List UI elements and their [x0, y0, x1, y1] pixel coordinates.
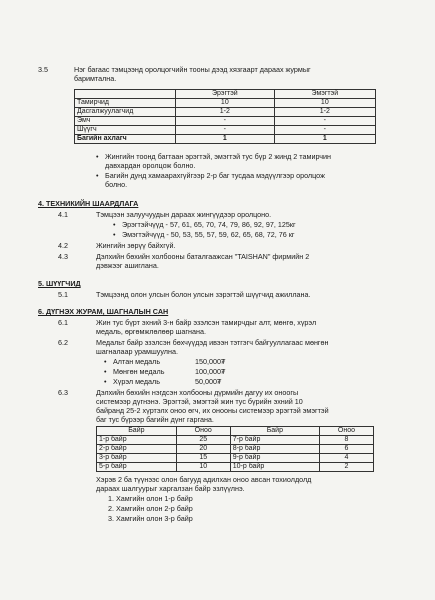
- paragraph-line: баримтална.: [74, 74, 117, 83]
- table-header-row: [97, 427, 374, 436]
- table-cell: 1: [176, 135, 275, 144]
- table-cell: 2-р байр: [97, 445, 177, 454]
- paragraph-line: Дэлхийн бөхийн холбооны баталгаажсан "TAISHAN" фирмийн 2: [96, 252, 310, 261]
- table-cell: 4: [319, 454, 373, 463]
- section-heading: 5. ШҮҮГЧИД: [38, 279, 81, 288]
- list-item: 2. Хамгийн олон 2-р байр: [108, 504, 193, 513]
- bullet-item: • Эрэгтэйчүүд - 57, 61, 65, 70, 74, 79, 86, 92, 97, 125кг: [122, 220, 296, 229]
- prize-label: • Хүрэл медаль: [113, 377, 160, 386]
- table-cell: 3-р байр: [97, 454, 177, 463]
- bullet-item: • Эмэгтэйчүүд - 50, 53, 55, 57, 59, 62, 65, 68, 72, 76 кг: [122, 230, 294, 239]
- table-cell: 25: [176, 436, 230, 445]
- table-row: [97, 463, 374, 472]
- paragraph-line: Хэрэв 2 ба түүнээс олон багууд адилхан оноо авсан тохиолдолд: [96, 475, 312, 484]
- paragraph-line: Дэлхийн бөхийн нэгдсэн холбооны дүрмийн дагуу их оноогы: [96, 388, 299, 397]
- section-heading: 4. ТЕХНИКИЙН ШААРДЛАГА: [38, 199, 139, 208]
- paragraph-line: Тэмцээнд олон улсын болон улсын зэрэгтэй шүүгчид ажиллана.: [96, 290, 311, 299]
- table-row: [97, 436, 374, 445]
- table-cell: -: [274, 117, 375, 126]
- table-cell: Эрэгтэй: [176, 90, 275, 99]
- paragraph-line: дараах шалгуурыг харгалзан байр эзлүүлнэ.: [96, 484, 245, 493]
- table-row: [75, 135, 376, 144]
- table-cell: 10: [274, 99, 375, 108]
- table-row: [75, 108, 376, 117]
- paragraph-line: Жингийн зөрүү байхгүй.: [96, 241, 176, 250]
- table-cell: Байр: [230, 427, 319, 436]
- table-cell: Шүүгч: [75, 126, 176, 135]
- table-cell: Дасгалжуулагчид: [75, 108, 176, 117]
- prize-label: • Алтан медаль: [113, 357, 160, 366]
- table-cell: 1-р байр: [97, 436, 177, 445]
- prize-amount: 150,000₮: [195, 357, 226, 366]
- table-cell: Багийн ахлагч: [75, 135, 176, 144]
- paragraph-line: байранд 25-2 хүртэлх оноо өгч, их онооны системээр эрэгтэй эмэгтэй: [96, 406, 329, 415]
- paragraph-line: медаль, өргөмжлөлөөр шагнана.: [96, 327, 206, 336]
- item-number: 4.1: [58, 210, 68, 219]
- team-quota-table: [74, 89, 376, 144]
- bullet-item: • Жингийн тоонд багтаан эрэгтэй, эмэгтэй тус бүр 2 жинд 2 тамирчин: [105, 152, 331, 161]
- table-row: [75, 99, 376, 108]
- table-header-row: [75, 90, 376, 99]
- table-row: [97, 445, 374, 454]
- table-cell: Оноо: [319, 427, 373, 436]
- bullet-item-cont: давхардан оролцож болно.: [105, 161, 196, 170]
- item-number: 6.2: [58, 338, 68, 347]
- table-cell: 20: [176, 445, 230, 454]
- table-cell: Тамирчид: [75, 99, 176, 108]
- paragraph-line: шагналаар урамшуулна.: [96, 347, 178, 356]
- bullet-item: • Багийн дунд хамаарахгүйгээр 2-р баг тусдаа мэдүүлгээр оролцож: [105, 171, 325, 180]
- table-cell: 15: [176, 454, 230, 463]
- table-cell: 7-р байр: [230, 436, 319, 445]
- paragraph-line: баг тус бүрээр багийн дүнг гаргана.: [96, 415, 214, 424]
- table-cell: Эмч: [75, 117, 176, 126]
- item-number: 6.3: [58, 388, 68, 397]
- paragraph-line: Жин тус бүрт эхний 3-н байр эзэлсэн тамирчдыг алт, мөнгө, хүрэл: [96, 318, 317, 327]
- table-row: [75, 126, 376, 135]
- table-cell: 1-2: [176, 108, 275, 117]
- table-cell: 9-р байр: [230, 454, 319, 463]
- item-number: 5.1: [58, 290, 68, 299]
- table-cell: -: [274, 126, 375, 135]
- table-cell: 6: [319, 445, 373, 454]
- table-cell: 2: [319, 463, 373, 472]
- table-row: [75, 117, 376, 126]
- item-number: 6.1: [58, 318, 68, 327]
- paragraph-line: Нэг багаас тэмцээнд оролцогчийн тооны дээд хязгаарт дараах журмыг: [74, 65, 311, 74]
- bullet-item-cont: болно.: [105, 180, 128, 189]
- table-cell: 1: [274, 135, 375, 144]
- table-cell: -: [176, 126, 275, 135]
- item-number: 4.3: [58, 252, 68, 261]
- table-cell: 1-2: [274, 108, 375, 117]
- table-cell: [75, 90, 176, 99]
- table-cell: 10: [176, 99, 275, 108]
- list-item: 3. Хамгийн олон 3-р байр: [108, 514, 193, 523]
- table-row: [97, 454, 374, 463]
- item-number: 3.5: [38, 65, 48, 74]
- prize-label: • Мөнгөн медаль: [113, 367, 164, 376]
- prize-amount: 100,000₮: [195, 367, 226, 376]
- table-cell: Байр: [97, 427, 177, 436]
- score-table: [96, 426, 374, 472]
- table-cell: 10: [176, 463, 230, 472]
- list-item: 1. Хамгийн олон 1-р байр: [108, 494, 193, 503]
- paragraph-line: Медальт байр эзэлсэн бөхчүүдэд ивээн тэтгэгч байгууллагаас мөнгөн: [96, 338, 329, 347]
- paragraph-line: дэвжээг ашиглана.: [96, 261, 159, 270]
- table-cell: 10-р байр: [230, 463, 319, 472]
- section-heading: 6. ДҮГНЭХ ЖУРАМ, ШАГНАЛЫН САН: [38, 307, 169, 316]
- table-cell: 5-р байр: [97, 463, 177, 472]
- table-cell: -: [176, 117, 275, 126]
- paragraph-line: системээр дүгнэнэ. Эрэгтэй, эмэгтэй жин тус бүрийн эхний 10: [96, 397, 303, 406]
- table-cell: Оноо: [176, 427, 230, 436]
- item-number: 4.2: [58, 241, 68, 250]
- prize-amount: 50,000₮: [195, 377, 222, 386]
- table-cell: 8-р байр: [230, 445, 319, 454]
- table-cell: Эмэгтэй: [274, 90, 375, 99]
- table-cell: 8: [319, 436, 373, 445]
- paragraph-line: Тэмцээн залуучуудын дараах жингүүдээр оролцоно.: [96, 210, 272, 219]
